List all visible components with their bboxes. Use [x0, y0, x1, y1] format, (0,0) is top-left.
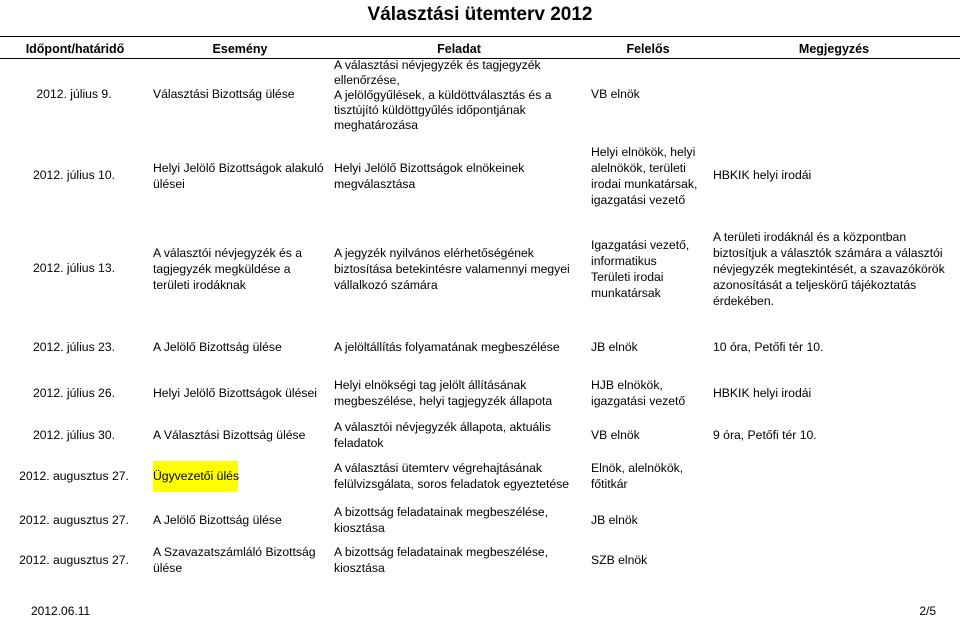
row-responsible: SZB elnök [591, 553, 648, 567]
row-responsible: HJB elnökök, [591, 378, 663, 392]
row-task: A bizottság feladatainak megbeszélése, [334, 545, 549, 559]
row-responsible: igazgatási vezető [591, 193, 686, 207]
row-date: 2012. július 30. [33, 428, 115, 442]
row-event: területi irodáknak [153, 278, 246, 292]
header-date: Időpont/határidő [25, 42, 125, 56]
row-note: érdekében. [713, 294, 774, 308]
row-date: 2012. augusztus 27. [19, 513, 129, 527]
row-event: Helyi Jelölő Bizottságok ülései [153, 386, 317, 400]
row-responsible: főtitkár [591, 477, 628, 491]
row-task: meghatározása [334, 118, 419, 132]
row-responsible: VB elnök [591, 87, 640, 101]
row-note: névjegyzék megtekintését, a szavazókörök [713, 262, 945, 276]
row-task: vállalkozó számára [334, 278, 438, 292]
row-date: 2012. augusztus 27. [19, 553, 129, 567]
row-task: Helyi elnökségi tag jelölt állításának [334, 378, 527, 392]
row-date: 2012. augusztus 27. [19, 469, 129, 483]
row-responsible: Területi irodai [591, 270, 664, 284]
row-event-highlighted: Ügyvezetői ülés [153, 461, 238, 492]
row-note: 10 óra, Petőfi tér 10. [713, 340, 824, 354]
row-note: HBKIK helyi irodái [713, 386, 812, 400]
row-task: megbeszélése, helyi tagjegyzék állapota [334, 394, 553, 408]
row-responsible: alelnökök, területi [591, 161, 686, 175]
footer-date: 2012.06.11 [31, 604, 91, 618]
row-task: megválasztása [334, 177, 416, 191]
row-event: ülése [153, 561, 183, 575]
row-date: 2012. július 10. [33, 168, 115, 182]
row-date: 2012. július 9. [36, 87, 112, 101]
header-task: Feladat [437, 42, 481, 56]
row-date: 2012. július 23. [33, 340, 115, 354]
row-event: A Jelölő Bizottság ülése [153, 513, 282, 527]
row-event: A választói névjegyzék és a [153, 246, 303, 260]
row-responsible: VB elnök [591, 428, 640, 442]
row-date: 2012. július 26. [33, 386, 115, 400]
document-title: Választási ütemterv 2012 [367, 4, 593, 25]
row-note: A területi irodáknál és a központban [713, 230, 907, 244]
row-task: Helyi Jelölő Bizottságok elnökeinek [334, 161, 525, 175]
row-event: A Választási Bizottság ülése [153, 428, 306, 442]
row-task: A jegyzék nyilvános elérhetőségének [334, 246, 534, 260]
header-note: Megjegyzés [798, 42, 870, 56]
row-task: felülvizsgálata, soros feladatok egyeztetése [334, 477, 570, 491]
row-responsible: Igazgatási vezető, [591, 238, 690, 252]
row-task: kiosztása [334, 561, 385, 575]
row-note: HBKIK helyi irodái [713, 168, 812, 182]
row-event: A Jelölő Bizottság ülése [153, 340, 282, 354]
header-responsible: Felelős [626, 42, 670, 56]
row-task: A jelölőgyűlések, a küldöttválasztás és a [334, 88, 552, 102]
row-task: feladatok [334, 436, 384, 450]
header-event: Esemény [212, 42, 268, 56]
row-note: 9 óra, Petőfi tér 10. [713, 428, 817, 442]
row-responsible: JB elnök [591, 513, 638, 527]
row-responsible: igazgatási vezető [591, 394, 686, 408]
row-responsible: JB elnök [591, 340, 638, 354]
title-underline [0, 36, 960, 37]
row-task: A választási névjegyzék és tagjegyzék [334, 58, 541, 72]
row-event: A Szavazatszámláló Bizottság [153, 545, 316, 559]
row-task: biztosítása betekintésre valamennyi megyei [334, 262, 570, 276]
row-task: tisztújító küldöttgyűlés időpontjának [334, 103, 526, 117]
row-responsible: munkatársak [591, 286, 661, 300]
row-event: Választási Bizottság ülése [153, 87, 295, 101]
footer-page-number: 2/5 [919, 604, 936, 618]
row-responsible: irodai munkatársak, [591, 177, 698, 191]
row-responsible: Helyi elnökök, helyi [591, 145, 696, 159]
row-task: ellenőrzése, [334, 73, 400, 87]
row-responsible: Elnök, alelnökök, [591, 461, 684, 475]
row-task: A választási ütemterv végrehajtásának [334, 461, 542, 475]
row-task: A jelöltállítás folyamatának megbeszélése [334, 340, 560, 354]
row-task: A bizottság feladatainak megbeszélése, [334, 505, 549, 519]
row-note: azonosítását a teljeskörű tájékoztatás [713, 278, 917, 292]
row-responsible: informatikus [591, 254, 657, 268]
row-date: 2012. július 13. [33, 261, 115, 275]
row-event: tagjegyzék megküldése a [153, 262, 291, 276]
row-event: Helyi Jelölő Bizottságok alakuló [153, 161, 324, 175]
row-task: A választói névjegyzék állapota, aktuális [334, 420, 551, 434]
row-note: biztosítjuk a választók számára a választói [713, 246, 943, 260]
row-event: ülései [153, 177, 185, 191]
row-task: kiosztása [334, 521, 385, 535]
